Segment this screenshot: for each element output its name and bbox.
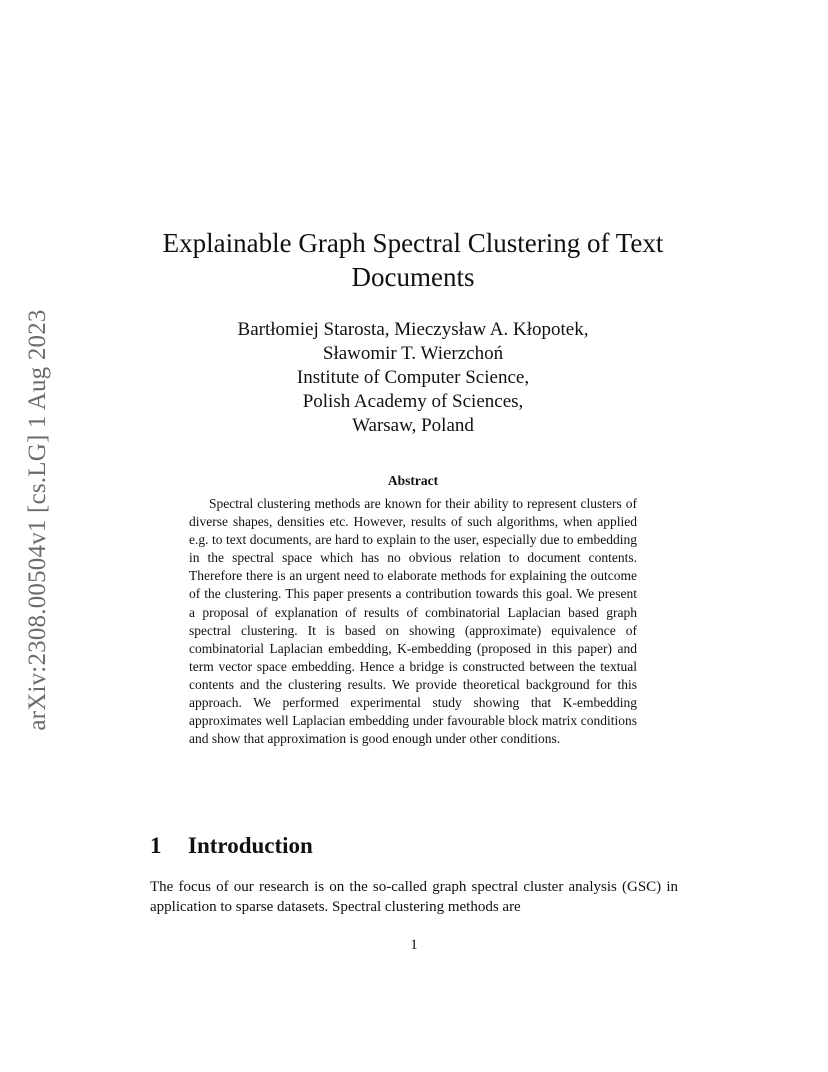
- affiliation-city: Warsaw, Poland: [352, 415, 474, 436]
- introduction-paragraph: The focus of our research is on the so-called graph spectral cluster analysis (GSC) in application to sparse datasets. Spectral clustering methods are: [150, 879, 678, 915]
- section-heading-introduction: [150, 831, 313, 861]
- author-names-line-2: Sławomir T. Wierzchoń: [322, 343, 504, 364]
- affiliation-academy: Polish Academy of Sciences,: [302, 391, 524, 412]
- abstract-text: Spectral clustering methods are known for their ability to represent clusters of diverse shapes, densities etc. However, results of such algorithms, when applied e.g. to text documents, are hard to explain to the user, especially due to embedding in the spectral space which has no obvious relation to document contents. Therefore there is an urgent need to elaborate methods for explaining the outcome of the clustering. This paper presents a contribution towards this goal. We present a proposal of explanation of results of combinatorial Laplacian based graph spectral clustering. It is based on showing (approximate) equivalence of combinatorial Laplacian embedding, K-embedding (proposed in this paper) and term vector space embedding. Hence a bridge is constructed between the textual contents and the clustering results. We provide theoretical background for this approach. We performed experimental study showing that K-embedding approximates well Laplacian embedding under favourable block matrix conditions and show that approximation is good enough under other conditions.: [189, 496, 637, 747]
- abstract-heading: Abstract: [387, 473, 439, 488]
- author-block: [120, 318, 706, 438]
- affiliation-institute: Institute of Computer Science,: [296, 367, 530, 388]
- page-number: 1: [410, 937, 418, 953]
- section-number: 1: [150, 833, 162, 858]
- paper-title: Explainable Graph Spectral Clustering of Text Documents: [162, 228, 664, 292]
- author-names-line-1: Bartłomiej Starosta, Mieczysław A. Kłopotek,: [237, 319, 589, 340]
- section-title: Introduction: [188, 833, 313, 858]
- arxiv-identifier-stamp: arXiv:2308.00504v1 [cs.LG] 1 Aug 2023: [24, 309, 51, 731]
